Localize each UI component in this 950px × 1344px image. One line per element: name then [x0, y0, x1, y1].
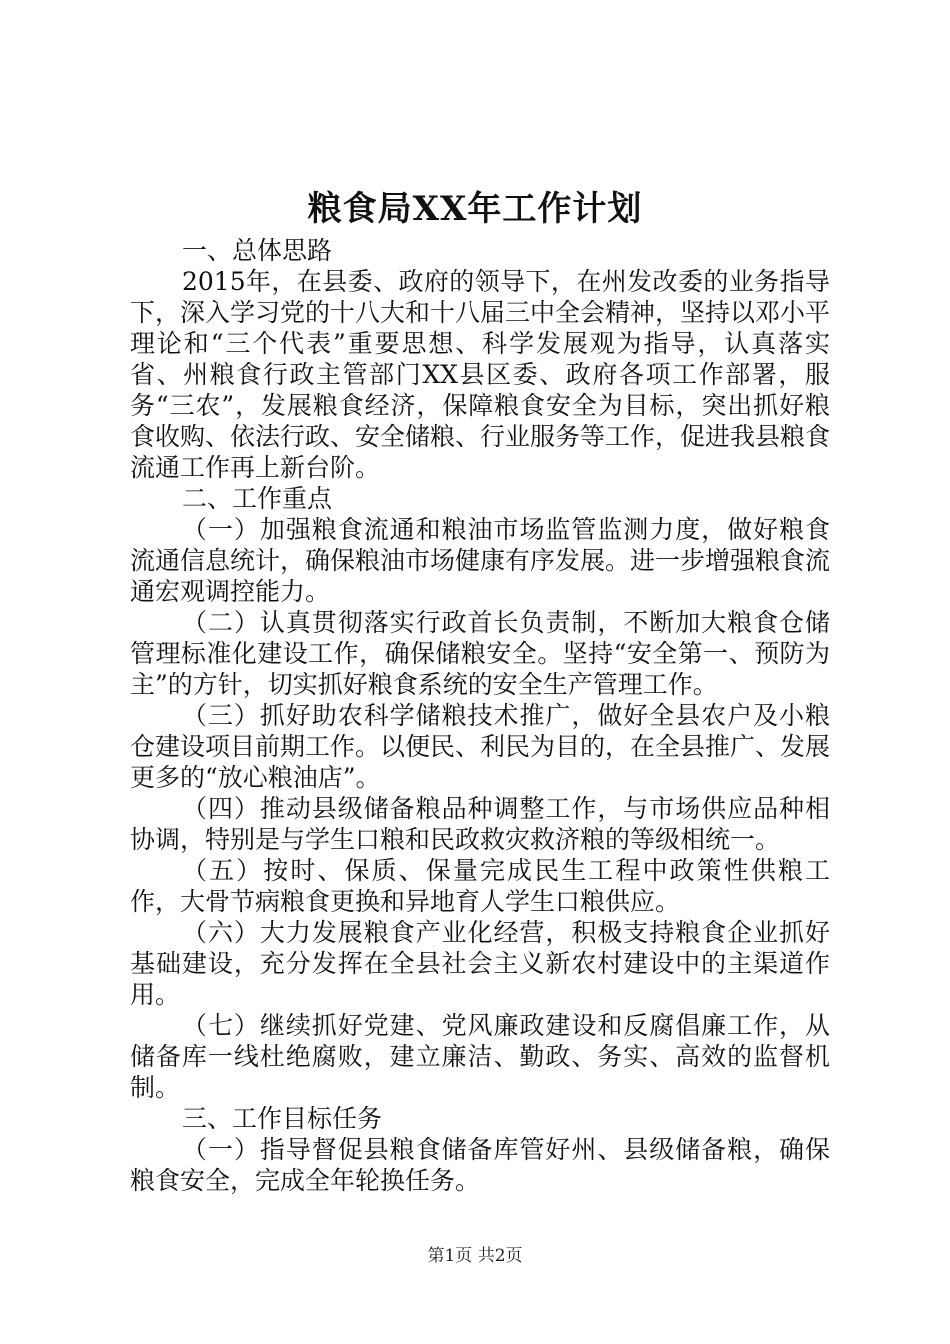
paragraph-overall-approach: 2015年，在县委、政府的领导下，在州发改委的业务指导下，深入学习党的十八大和十八届三中全会精神，坚持以邓小平理论和“三个代表”重要思想、科学发展观为指导，认真落实省、州粮食行政主管部门XX县区委、政府各项工作部署，服务“三农”，发展粮食经济，保障粮食安全为目标，突出抓好粮食收购、依法行政、安全储粮、行业服务等工作，促进我县粮食流通工作再上新台阶。 — [130, 267, 831, 482]
work-focus-item-2: （二）认真贯彻落实行政首长负责制，不断加大粮食仓储管理标准化建设工作，确保储粮安全。坚持“安全第一、预防为主”的方针，切实抓好粮食系统的安全生产管理工作。 — [130, 608, 830, 699]
work-focus-item-4: （四）推动县级储备粮品种调整工作，与市场供应品种相协调，特别是与学生口粮和民政救灾救济粮的等级相统一。 — [130, 794, 830, 854]
section-heading-overall-approach: 一、总体思路 — [182, 236, 333, 265]
document-body — [130, 235, 830, 1196]
work-focus-item-7: （七）继续抓好党建、党风廉政建设和反腐倡廉工作，从储备库一线杜绝腐败，建立廉洁、勤政、务实、高效的监督机制。 — [130, 1011, 830, 1102]
work-focus-item-5: （五）按时、保质、保量完成民生工程中政策性供粮工作，大骨节病粮食更换和异地育人学生口粮供应。 — [130, 856, 830, 916]
work-focus-item-1: （一）加强粮食流通和粮油市场监管监测力度，做好粮食流通信息统计，确保粮油市场健康有序发展。进一步增强粮食流通宏观调控能力。 — [130, 515, 831, 606]
work-focus-item-3: （三）抓好助农科学储粮技术推广，做好全县农户及小粮仓建设项目前期工作。以便民、利民为目的，在全县推广、发展更多的“放心粮油店”。 — [130, 701, 831, 792]
goals-tasks-item-1: （一）指导督促县粮食储备库管好州、县级储备粮，确保粮食安全，完成全年轮换任务。 — [130, 1135, 830, 1195]
page-footer-pagination: 第1页 共2页 — [427, 1246, 523, 1266]
page-title: 粮食局XX年工作计划 — [307, 189, 643, 229]
section-heading-goals-tasks: 三、工作目标任务 — [182, 1104, 383, 1133]
section-heading-work-focus: 二、工作重点 — [182, 484, 333, 513]
work-focus-item-6: （六）大力发展粮食产业化经营，积极支持粮食企业抓好基础建设，充分发挥在全县社会主义新农村建设中的主渠道作用。 — [130, 918, 830, 1009]
